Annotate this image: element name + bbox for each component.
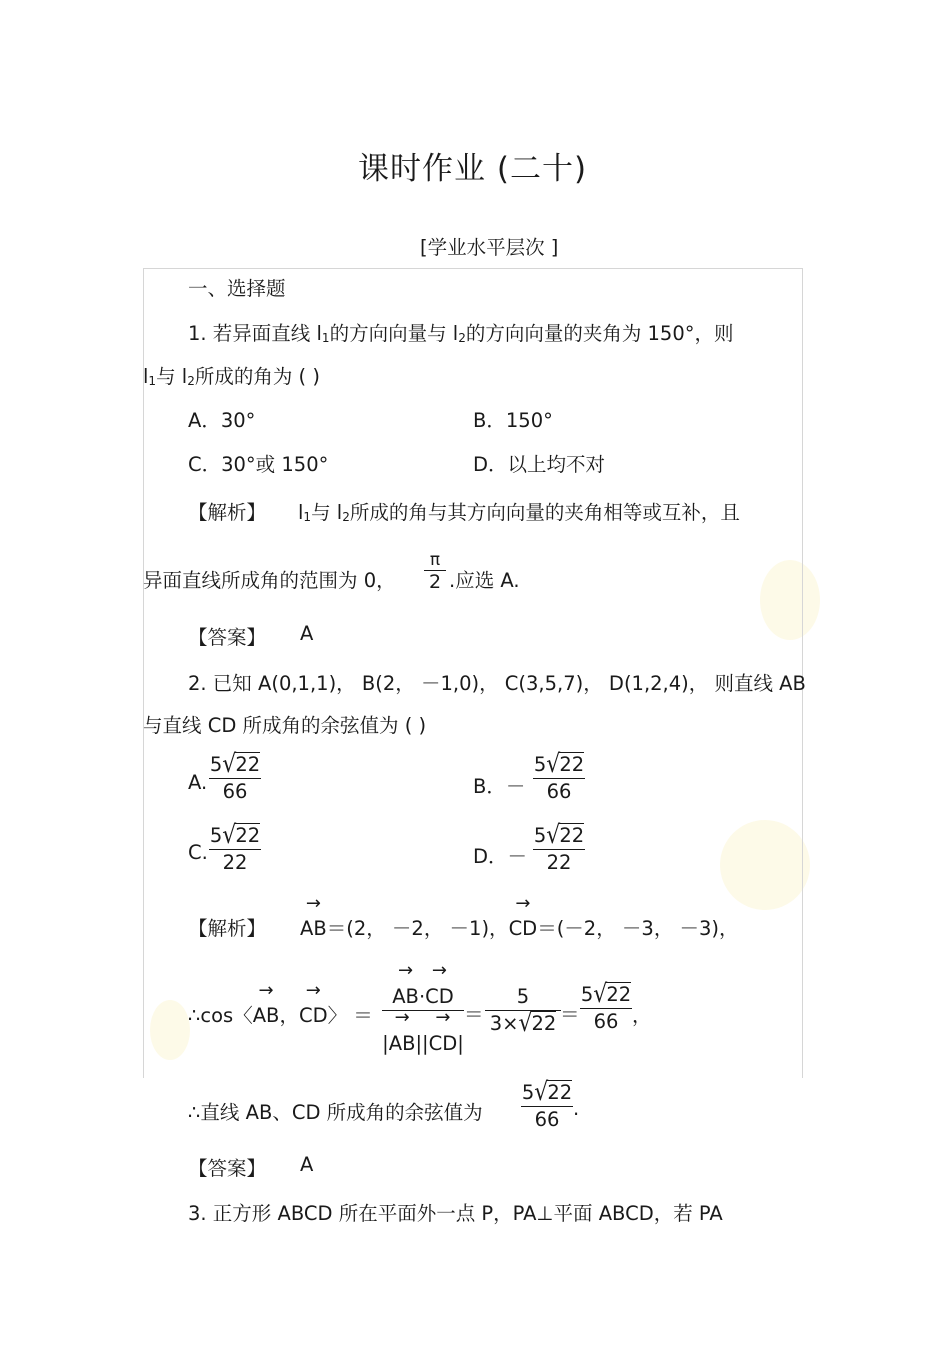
- q2-cos-frac2: 5 3×√22: [485, 984, 561, 1037]
- q1-analysis-line2: 异面直线所成角的范围为 0，: [143, 569, 396, 592]
- trailing-comma: ，: [632, 1004, 652, 1027]
- vector-cd: → CD: [508, 893, 538, 940]
- q2-conclusion: ∴直线 AB、CD 所成角的余弦值为: [188, 1101, 483, 1124]
- q2-option-c-value: 5√22 22: [209, 821, 261, 874]
- q2-option-a-label: A.: [188, 771, 208, 794]
- q1-option-a: A．30°: [188, 409, 256, 432]
- q1-stem-line2: $l_1$与 $l_2$所成的角为 ( ): [143, 365, 320, 388]
- q2-answer: A: [300, 1153, 314, 1176]
- q1-analysis-tag: 【解析】: [188, 501, 267, 524]
- q2-answer-tag: 【答案】: [188, 1157, 267, 1180]
- q2-cos-lhs: ∴cos〈 → AB， → CD〉 ＝: [188, 980, 373, 1027]
- q2-option-b-value: 5√22 66: [533, 750, 585, 803]
- q2-stem-line2: 与直线 CD 所成角的余弦值为 ( ): [143, 714, 427, 737]
- q2-stem-line1: 2. 已知 A(0,1,1)， B(2， －1,0)， C(3,5,7)， D(1,2,4)， 则直线 AB: [188, 672, 806, 695]
- q2-cos-frac3: 5√22 66: [580, 980, 632, 1033]
- q2-analysis-vectors: → AB＝(2， －2， －1)， → CD＝(－2， －3， －3)，: [300, 893, 739, 940]
- q3-stem-line1: 3. 正方形 ABCD 所在平面外一点 P，PA⊥平面 ABCD，若 PA: [188, 1202, 723, 1225]
- q2-analysis-tag: 【解析】: [188, 917, 267, 940]
- section-heading: 一、选择题: [188, 277, 286, 300]
- vector-ab: → AB: [300, 893, 327, 940]
- pi-over-two: π 2: [424, 550, 446, 593]
- equals-sign: ＝: [464, 1003, 484, 1026]
- q1-option-b: B．150°: [473, 409, 553, 432]
- q2-option-d-value: 5√22 22: [533, 821, 585, 874]
- q2-option-b-label: B．－: [473, 775, 526, 798]
- q1-answer: A: [300, 622, 314, 645]
- q2-option-d-label: D．－: [473, 845, 528, 868]
- equals-sign: ＝: [560, 1003, 580, 1026]
- q2-option-a-value: 5√22 66: [209, 750, 261, 803]
- level-label: [学业水平层次 ]: [420, 236, 559, 259]
- q2-cos-frac1: → AB· → CD | → AB|| → CD|: [382, 960, 464, 1055]
- q2-conclusion-period: .: [573, 1097, 580, 1120]
- page-title: 课时作业 (二十): [358, 151, 588, 187]
- q1-answer-tag: 【答案】: [188, 626, 267, 649]
- q2-conclusion-value: 5√22 66: [521, 1078, 573, 1131]
- q1-option-c: C．30°或 150°: [188, 453, 329, 476]
- q1-option-d: D．以上均不对: [473, 453, 606, 476]
- q1-analysis-line1: $l_1$与 $l_2$所成的角与其方向向量的夹角相等或互补，且: [298, 501, 740, 524]
- q2-option-c-label: C.: [188, 841, 208, 864]
- q1-analysis-choice: .应选 A.: [449, 569, 520, 592]
- q1-stem-line1: 1. 若异面直线 $l_1$的方向向量与 $l_2$的方向向量的夹角为 150°，则: [188, 322, 734, 345]
